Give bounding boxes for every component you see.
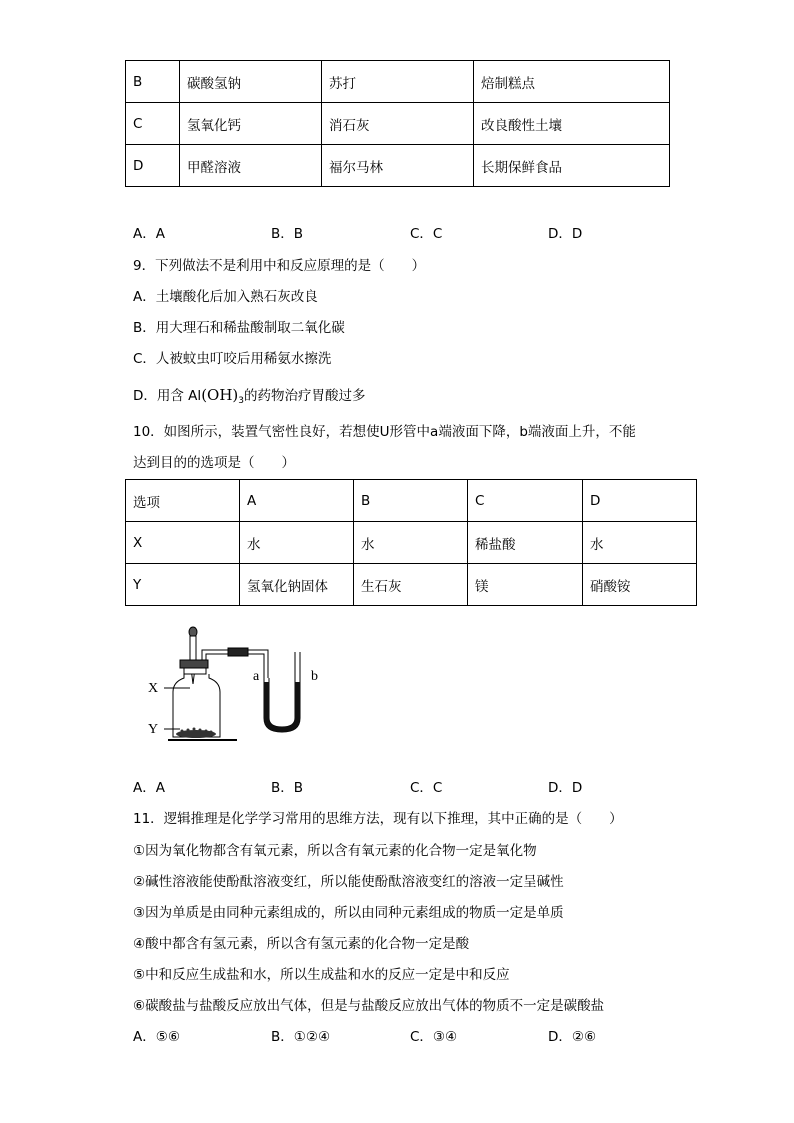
q11-item-6: ⑥碳酸盐与盐酸反应放出气体，但是与盐酸反应放出气体的物质不一定是碳酸盐 [133, 998, 605, 1014]
table-cell: 生石灰 [354, 564, 468, 606]
q9-option-c: C．人被蚊虫叮咬后用稀氨水擦洗 [133, 351, 332, 367]
q9-option-b: B．用大理石和稀盐酸制取二氧化碳 [133, 320, 345, 336]
label-x: X [148, 681, 159, 696]
table-cell: 水 [240, 522, 354, 564]
q11-item-2: ②碱性溶液能使酚酞溶液变红，所以能使酚酞溶液变红的溶液一定呈碱性 [133, 874, 564, 890]
u-tube-apparatus-figure [140, 620, 340, 750]
q10-option-a: A．A [133, 780, 165, 796]
table-cell: B [354, 480, 468, 522]
q11-item-4: ④酸中都含有氢元素，所以含有氢元素的化合物一定是酸 [133, 936, 470, 952]
table-cell: 水 [583, 522, 697, 564]
bottle-icon [173, 674, 220, 737]
table-cell: 氢氧化钙 [180, 103, 322, 145]
table-cell: 消石灰 [322, 103, 474, 145]
table-cell: X [126, 522, 240, 564]
q8-option-c: C．C [410, 226, 443, 242]
q10-table [125, 479, 697, 606]
label-b: b [311, 669, 318, 684]
q10-option-b: B．B [271, 780, 304, 796]
table-cell: C [126, 103, 180, 145]
q9-stem: 9．下列做法不是利用中和反应原理的是（ ） [133, 258, 426, 274]
q9-formula: (OH) [201, 386, 239, 404]
q11-option-c: C．③④ [410, 1029, 458, 1045]
table-cell: D [126, 145, 180, 187]
table-cell: 焙制糕点 [474, 61, 670, 103]
table-cell: 稀盐酸 [468, 522, 583, 564]
q10-option-d: D．D [548, 780, 583, 796]
table-row [126, 61, 670, 103]
q11-item-3: ③因为单质是由同种元素组成的，所以由同种元素组成的物质一定是单质 [133, 905, 564, 921]
q9-formula-subscript: 3 [238, 396, 245, 406]
table-cell: 水 [354, 522, 468, 564]
q9-option-d [133, 385, 366, 411]
q8-option-a: A．A [133, 226, 165, 242]
table-cell: 镁 [468, 564, 583, 606]
dropper-icon [189, 627, 197, 684]
table-cell: 碳酸氢钠 [180, 61, 322, 103]
stopper-icon [180, 660, 208, 674]
table-cell: 长期保鲜食品 [474, 145, 670, 187]
solid-powder-icon [176, 728, 216, 739]
q10-option-c: C．C [410, 780, 443, 796]
q8-table [125, 60, 670, 187]
table-cell: 改良酸性土壤 [474, 103, 670, 145]
table-cell: 硝酸铵 [583, 564, 697, 606]
q10-stem-line1: 10．如图所示，装置气密性良好，若想使U形管中a端液面下降，b端液面上升，不能 [133, 424, 636, 440]
q8-option-b: B．B [271, 226, 304, 242]
table-cell: A [240, 480, 354, 522]
q11-stem: 11．逻辑推理是化学学习常用的思维方法，现有以下推理，其中正确的是（ ） [133, 811, 623, 827]
label-y: Y [148, 722, 159, 737]
table-cell: 氢氧化钠固体 [240, 564, 354, 606]
q11-item-1: ①因为氧化物都含有氧元素，所以含有氧元素的化合物一定是氧化物 [133, 843, 537, 859]
q10-stem-line2: 达到目的的选项是（ ） [133, 455, 295, 471]
q9-option-d-suffix: 的药物治疗胃酸过多 [244, 388, 366, 404]
table-cell: Y [126, 564, 240, 606]
q8-option-d: D．D [548, 226, 583, 242]
table-cell: D [583, 480, 697, 522]
table-row [126, 480, 697, 522]
q9-option-a: A．土壤酸化后加入熟石灰改良 [133, 289, 318, 305]
q11-option-b: B．①②④ [271, 1029, 331, 1045]
table-cell: 福尔马林 [322, 145, 474, 187]
table-cell: 选项 [126, 480, 240, 522]
q11-option-a: A．⑤⑥ [133, 1029, 180, 1045]
label-a: a [253, 669, 260, 684]
table-cell: B [126, 61, 180, 103]
q9-option-d-prefix: D．用含 Al [133, 388, 202, 404]
q11-item-5: ⑤中和反应生成盐和水，所以生成盐和水的反应一定是中和反应 [133, 967, 510, 983]
q11-option-d: D．②⑥ [548, 1029, 597, 1045]
table-row [126, 564, 697, 606]
table-cell: 甲醛溶液 [180, 145, 322, 187]
table-row [126, 103, 670, 145]
table-cell: C [468, 480, 583, 522]
u-tube-icon [264, 652, 300, 732]
table-row [126, 522, 697, 564]
table-cell: 苏打 [322, 61, 474, 103]
table-row [126, 145, 670, 187]
